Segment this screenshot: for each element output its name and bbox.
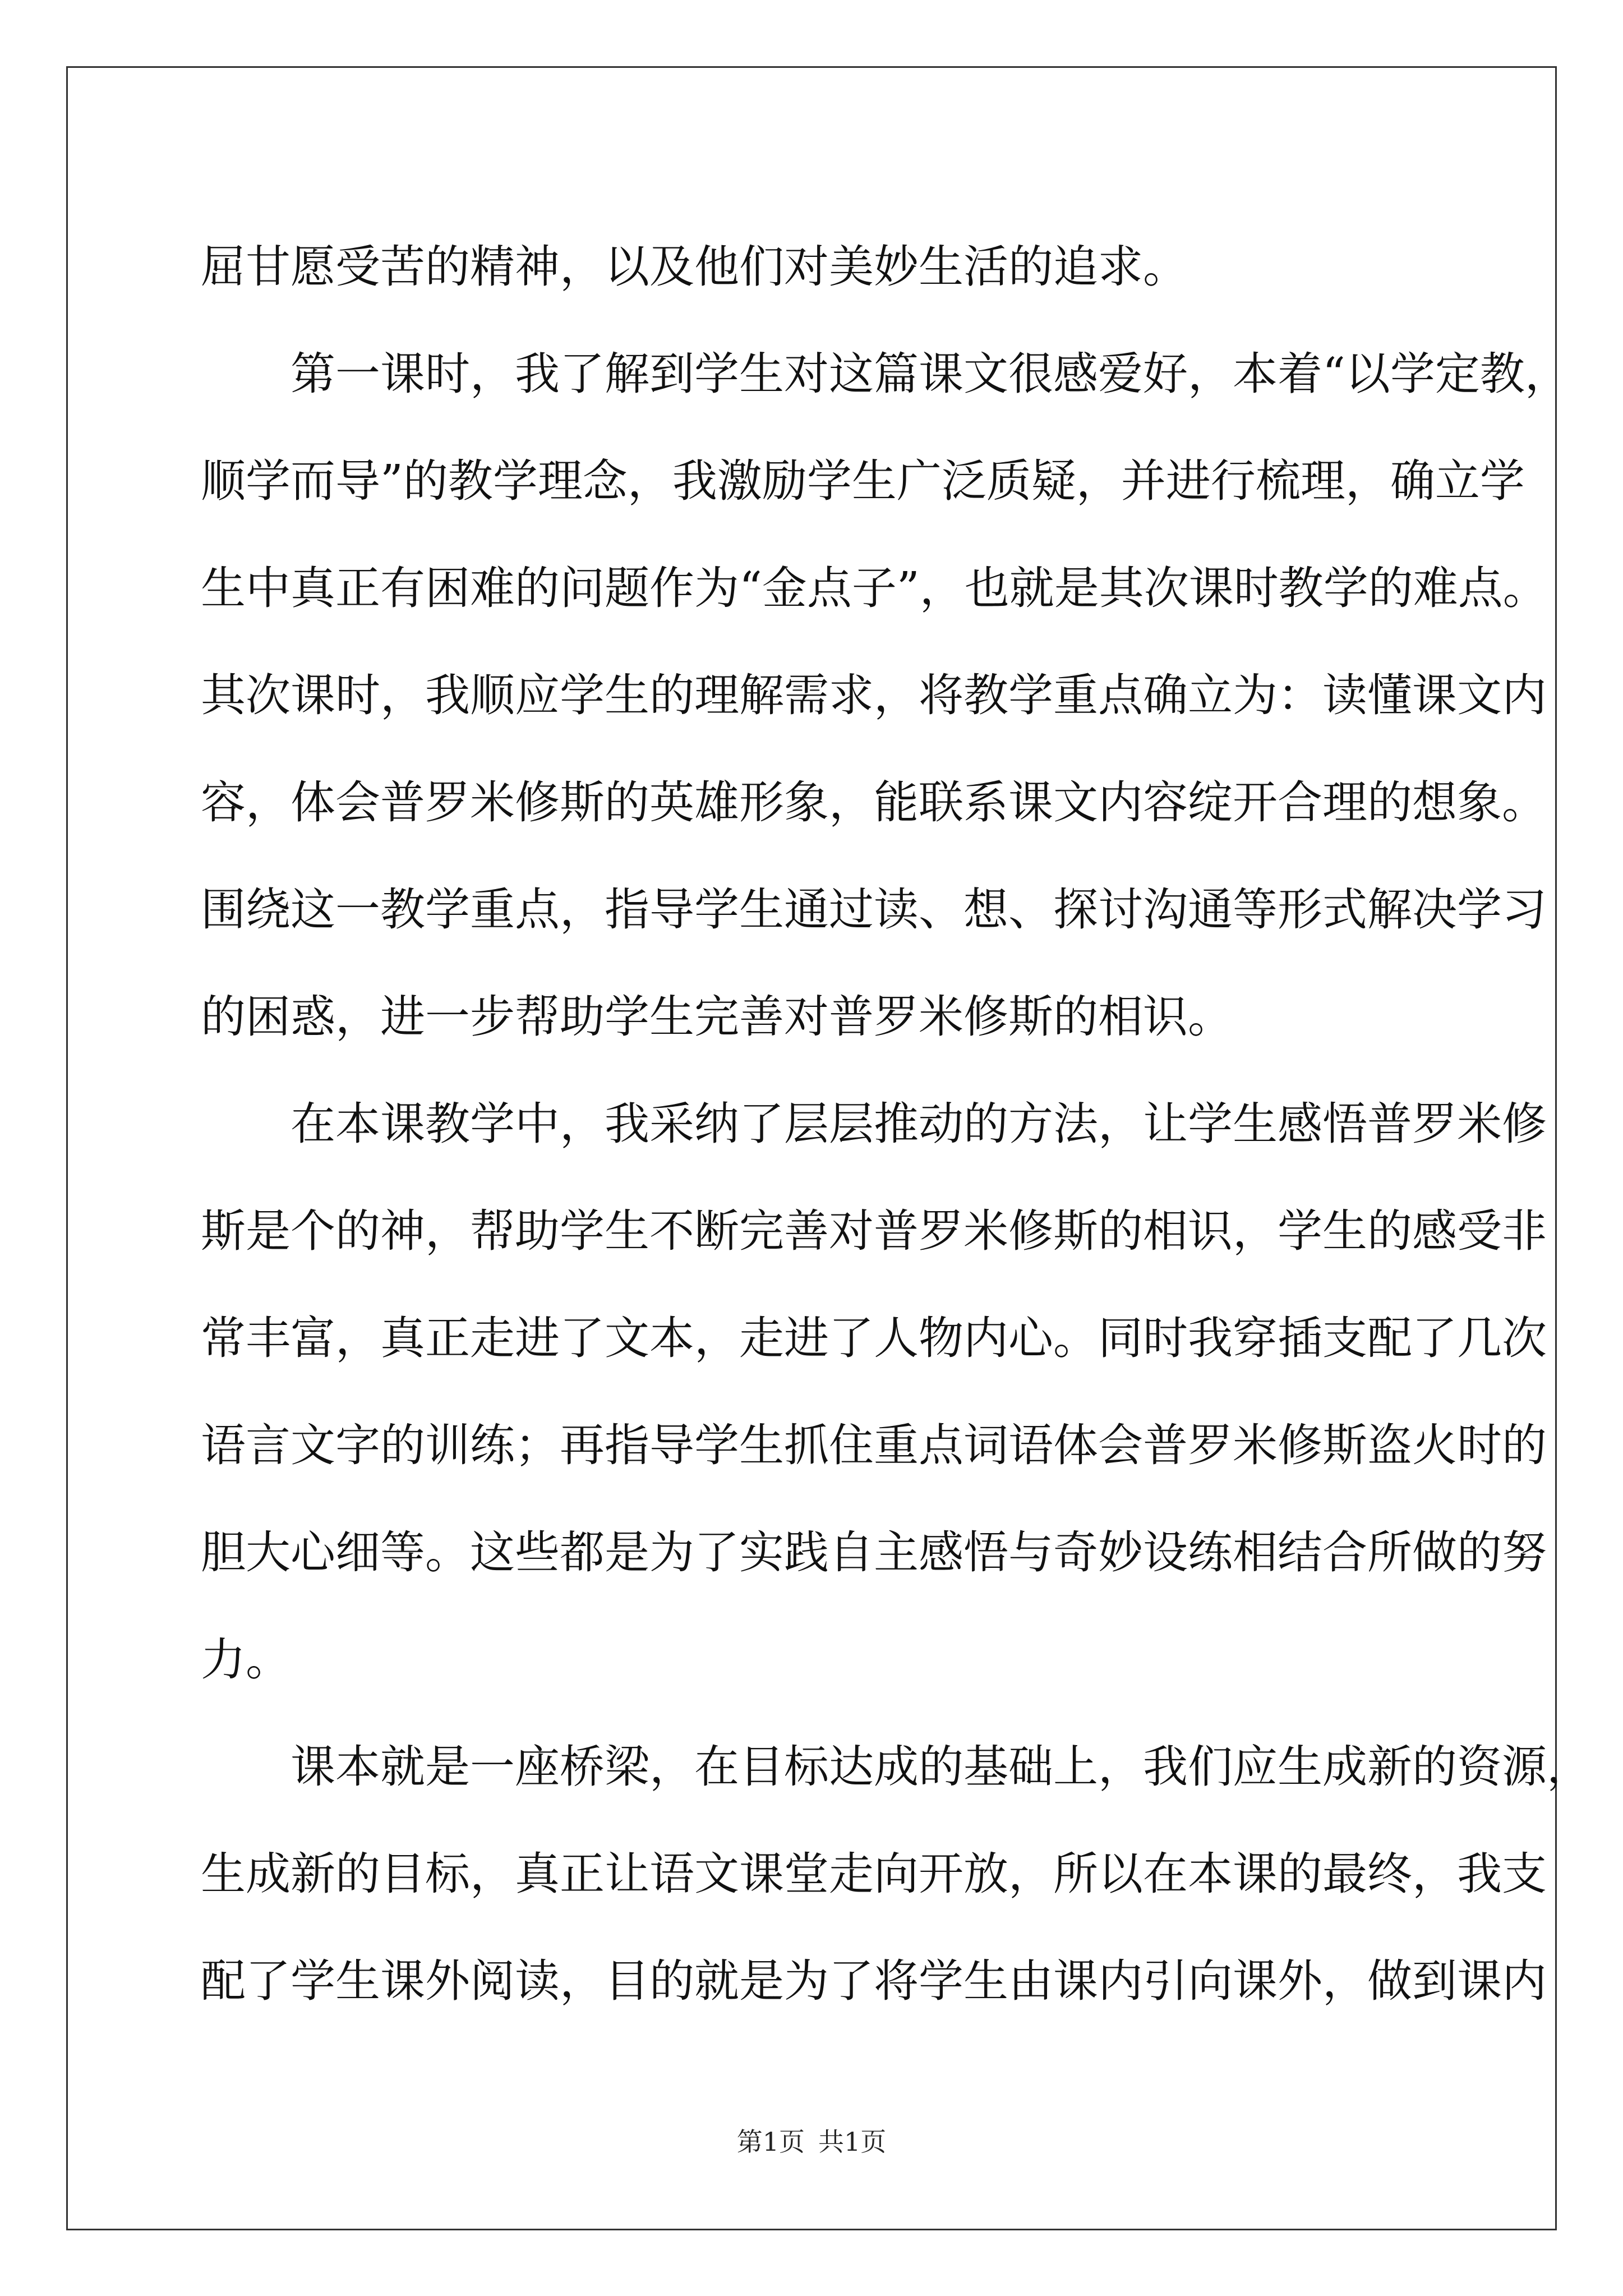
document-body: [201, 213, 1592, 2035]
page-number: 第1页: [736, 2127, 805, 2157]
text-line: 在本课教学中，我采纳了层层推动的方法，让学生感悟普罗米修: [201, 1098, 1547, 1150]
text-line: 生中真正有困难的问题作为“金点子”，也就是其次课时教学的难点。: [201, 562, 1548, 614]
text-line: 的困惑，进一步帮助学生完善对普罗米修斯的相识。: [201, 991, 1233, 1043]
page-total: 共1页: [818, 2127, 887, 2157]
text-line: 围绕这一教学重点，指导学生通过读、想、探讨沟通等形式解决学习: [201, 884, 1547, 936]
text-line: 其次课时，我顺应学生的理解需求，将教学重点确立为：读懂课文内: [201, 669, 1547, 721]
text-line: 屈甘愿受苦的精神，以及他们对美妙生活的追求。: [201, 241, 1188, 293]
text-line: 常丰富，真正走进了文本，走进了人物内心。同时我穿插支配了几次: [201, 1312, 1547, 1364]
text-line: 课本就是一座桥梁，在目标达成的基础上，我们应生成新的资源，: [201, 1741, 1592, 1793]
page-footer: [0, 2125, 1623, 2159]
text-line: 语言文字的训练；再指导学生抓住重点词语体会普罗米修斯盗火时的: [201, 1419, 1547, 1471]
text-line: 配了学生课外阅读，目的就是为了将学生由课内引向课外，做到课内: [201, 1955, 1547, 2007]
text-line: 第一课时，我了解到学生对这篇课文很感爱好，本着“以学定教，: [201, 348, 1570, 400]
text-line: 生成新的目标，真正让语文课堂走向开放，所以在本课的最终，我支: [201, 1848, 1547, 1900]
text-line: 容，体会普罗米修斯的英雄形象，能联系课文内容绽开合理的想象。: [201, 776, 1547, 829]
text-line: 力。: [201, 1634, 291, 1686]
text-line: 胆大心细等。这些都是为了实践自主感悟与奇妙设练相结合所做的努: [201, 1526, 1547, 1579]
text-line: 斯是个的神，帮助学生不断完善对普罗米修斯的相识，学生的感受非: [201, 1205, 1547, 1257]
text-line: 顺学而导”的教学理念，我激励学生广泛质疑，并进行梳理，确立学: [201, 455, 1525, 507]
